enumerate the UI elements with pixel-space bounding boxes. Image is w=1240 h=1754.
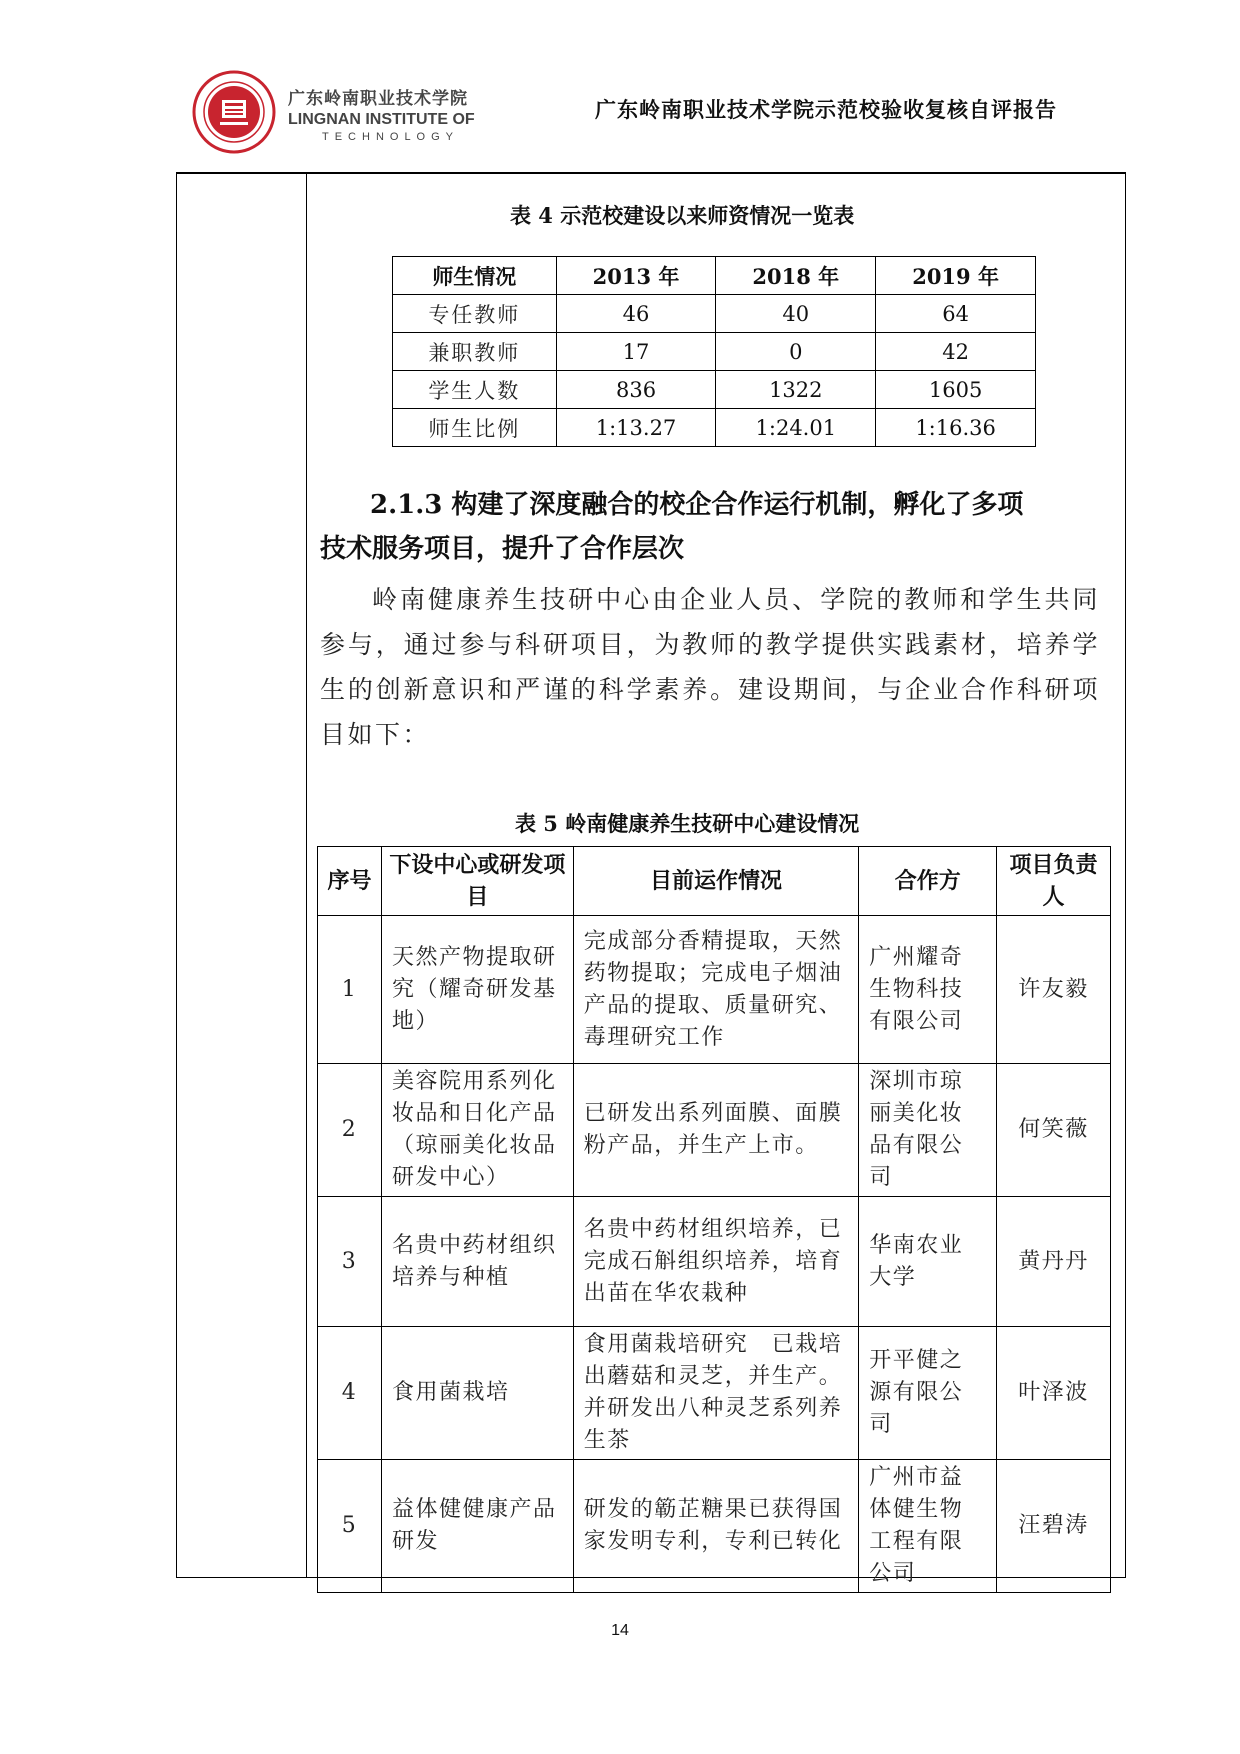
column-header: 下设中心或研发项目	[381, 847, 573, 916]
logo-english-name: LINGNAN INSTITUTE OF	[288, 111, 475, 128]
row-index: 5	[318, 1460, 382, 1593]
table-cell: 64	[876, 295, 1036, 333]
project-status: 完成部分香精提取，天然药物提取；完成电子烟油产品的提取、质量研究、毒理研究工作	[573, 916, 859, 1064]
column-header: 序号	[318, 847, 382, 916]
frame-divider	[306, 172, 307, 1578]
project-name: 名贵中药材组织培养与种植	[381, 1197, 573, 1327]
row-index: 1	[318, 916, 382, 1064]
table-row	[318, 1197, 1111, 1327]
column-header: 项目负责人	[997, 847, 1111, 916]
table-cell: 1322	[716, 371, 876, 409]
row-label: 兼职教师	[393, 333, 557, 371]
table-row	[318, 1327, 1111, 1460]
table-row	[393, 333, 1036, 371]
table-row	[318, 1064, 1111, 1197]
table-header-row	[393, 257, 1036, 295]
table-cell: 1605	[876, 371, 1036, 409]
project-lead: 汪碧涛	[997, 1460, 1111, 1593]
partner: 深圳市琼丽美化妆品有限公司	[859, 1064, 997, 1197]
table-cell: 40	[716, 295, 876, 333]
table-cell: 1:13.27	[556, 409, 716, 447]
table-cell: 836	[556, 371, 716, 409]
partner: 华南农业大学	[859, 1197, 997, 1327]
faculty-table	[392, 256, 1036, 447]
row-label: 师生比例	[393, 409, 557, 447]
column-header: 2013 年	[556, 257, 716, 295]
table-row	[318, 1460, 1111, 1593]
logo-chinese-name: 广东岭南职业技术学院	[288, 89, 468, 108]
row-index: 4	[318, 1327, 382, 1460]
report-title: 广东岭南职业技术学院示范校验收复核自评报告	[595, 97, 1057, 122]
page-number: 14	[611, 1622, 629, 1639]
institute-logo	[192, 70, 276, 158]
column-header: 2019 年	[876, 257, 1036, 295]
logo-text	[288, 84, 475, 143]
table-cell: 1:24.01	[716, 409, 876, 447]
project-name: 益体健健康产品研发	[381, 1460, 573, 1593]
project-lead: 何笑薇	[997, 1064, 1111, 1197]
project-lead: 黄丹丹	[997, 1197, 1111, 1327]
section-heading-line2: 技术服务项目，提升了合作层次	[320, 534, 685, 564]
table-row	[393, 295, 1036, 333]
column-header: 目前运作情况	[573, 847, 859, 916]
project-name: 食用菌栽培	[381, 1327, 573, 1460]
row-label: 学生人数	[393, 371, 557, 409]
logo-english-name-2: TECHNOLOGY	[322, 131, 460, 143]
row-index: 2	[318, 1064, 382, 1197]
row-index: 3	[318, 1197, 382, 1327]
table-cell: 1:16.36	[876, 409, 1036, 447]
table4-caption: 表 4 示范校建设以来师资情况一览表	[510, 203, 855, 228]
project-lead: 叶泽波	[997, 1327, 1111, 1460]
table-cell: 0	[716, 333, 876, 371]
research-center-table	[317, 846, 1111, 1593]
table-row	[393, 371, 1036, 409]
project-status: 食用菌栽培研究 已栽培出蘑菇和灵芝，并生产。并研发出八种灵芝系列养生茶	[573, 1327, 859, 1460]
partner: 广州耀奇生物科技有限公司	[859, 916, 997, 1064]
column-header: 师生情况	[393, 257, 557, 295]
section-heading-line1: 2.1.3 构建了深度融合的校企合作运行机制，孵化了多项	[370, 490, 1024, 520]
table5-caption: 表 5 岭南健康养生技研中心建设情况	[515, 811, 860, 836]
project-status: 名贵中药材组织培养，已完成石斛组织培养，培育出苗在华农栽种	[573, 1197, 859, 1327]
project-lead: 许友毅	[997, 916, 1111, 1064]
partner: 广州市益体健生物工程有限公司	[859, 1460, 997, 1593]
column-header: 2018 年	[716, 257, 876, 295]
project-status: 研发的簕芷糖果已获得国家发明专利，专利已转化	[573, 1460, 859, 1593]
project-status: 已研发出系列面膜、面膜粉产品，并生产上市。	[573, 1064, 859, 1197]
project-name: 美容院用系列化妆品和日化产品（琼丽美化妆品研发中心）	[381, 1064, 573, 1197]
table-row	[318, 916, 1111, 1064]
column-header: 合作方	[859, 847, 997, 916]
table-cell: 46	[556, 295, 716, 333]
seal-icon	[192, 70, 276, 154]
table-row	[393, 409, 1036, 447]
paragraph-text: 岭南健康养生技研中心由企业人员、学院的教师和学生共同参与，通过参与科研项目，为教师的教学提供实践素材，培养学生的创新意识和严谨的科学素养。建设期间，与企业合作科研项目如下：	[320, 585, 1100, 749]
body-paragraph	[320, 577, 1100, 757]
table-cell: 42	[876, 333, 1036, 371]
section-heading	[320, 483, 1110, 571]
project-name: 天然产物提取研究（耀奇研发基地）	[381, 916, 573, 1064]
partner: 开平健之源有限公司	[859, 1327, 997, 1460]
row-label: 专任教师	[393, 295, 557, 333]
table-header-row	[318, 847, 1111, 916]
table-cell: 17	[556, 333, 716, 371]
